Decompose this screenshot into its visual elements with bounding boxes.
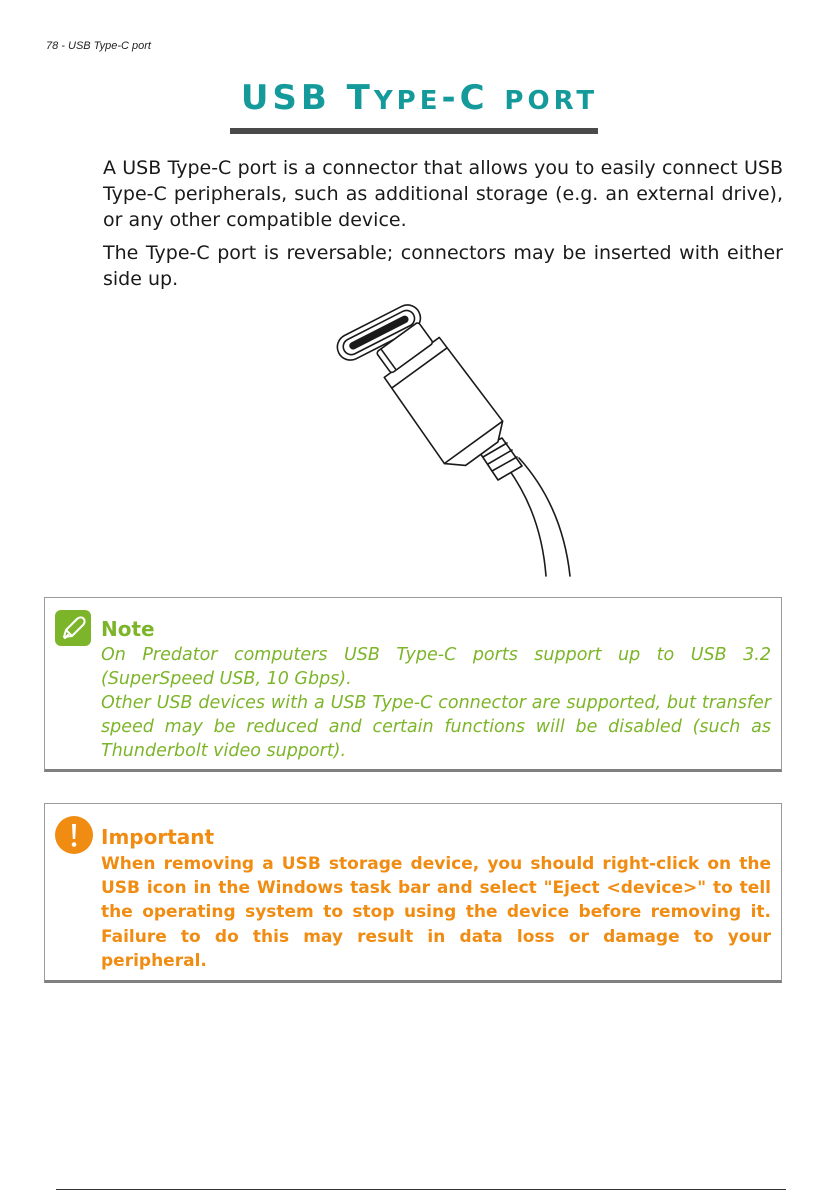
note-text <box>101 643 771 763</box>
usb-type-c-connector-illustration <box>320 300 590 580</box>
important-box <box>44 803 782 983</box>
important-text: When removing a USB storage device, you should right-click on the USB icon in the Windows task bar and select "Eject <device>" to tell the operating system to stop using the device before removing it. Failure to do this may result in data loss or damage to your peripheral. <box>101 854 771 971</box>
note-text-line-2: Other USB devices with a USB Type-C connector are supported, but transfer speed may be reduced and certain functions will be disabled (such as Thunderbolt video support). <box>101 693 771 761</box>
running-header: 78 - USB Type-C port <box>46 40 151 52</box>
note-title: Note <box>101 617 155 641</box>
exclamation-icon <box>55 816 93 854</box>
note-text-line-1: On Predator computers USB Type-C ports support up to USB 3.2 (SuperSpeed USB, 10 Gbps). <box>101 645 771 689</box>
pencil-icon <box>55 610 91 646</box>
footer-rule <box>56 1189 786 1190</box>
title-part-1: USB T <box>240 78 374 118</box>
title-part-3: -C <box>441 78 505 118</box>
title-part-2: YPE <box>373 86 442 116</box>
title-underline <box>230 128 598 134</box>
title-part-4: PORT <box>504 86 599 116</box>
note-box <box>44 597 782 772</box>
intro-paragraph: A USB Type-C port is a connector that allows you to easily connect USB Type-C peripherals, such as additional storage (e.g. an external drive), or any other compatible device. <box>103 157 783 231</box>
reversible-paragraph: The Type-C port is reversable; connectors may be inserted with either side up. <box>103 242 783 290</box>
page-title <box>0 78 839 118</box>
important-title: Important <box>101 825 215 849</box>
